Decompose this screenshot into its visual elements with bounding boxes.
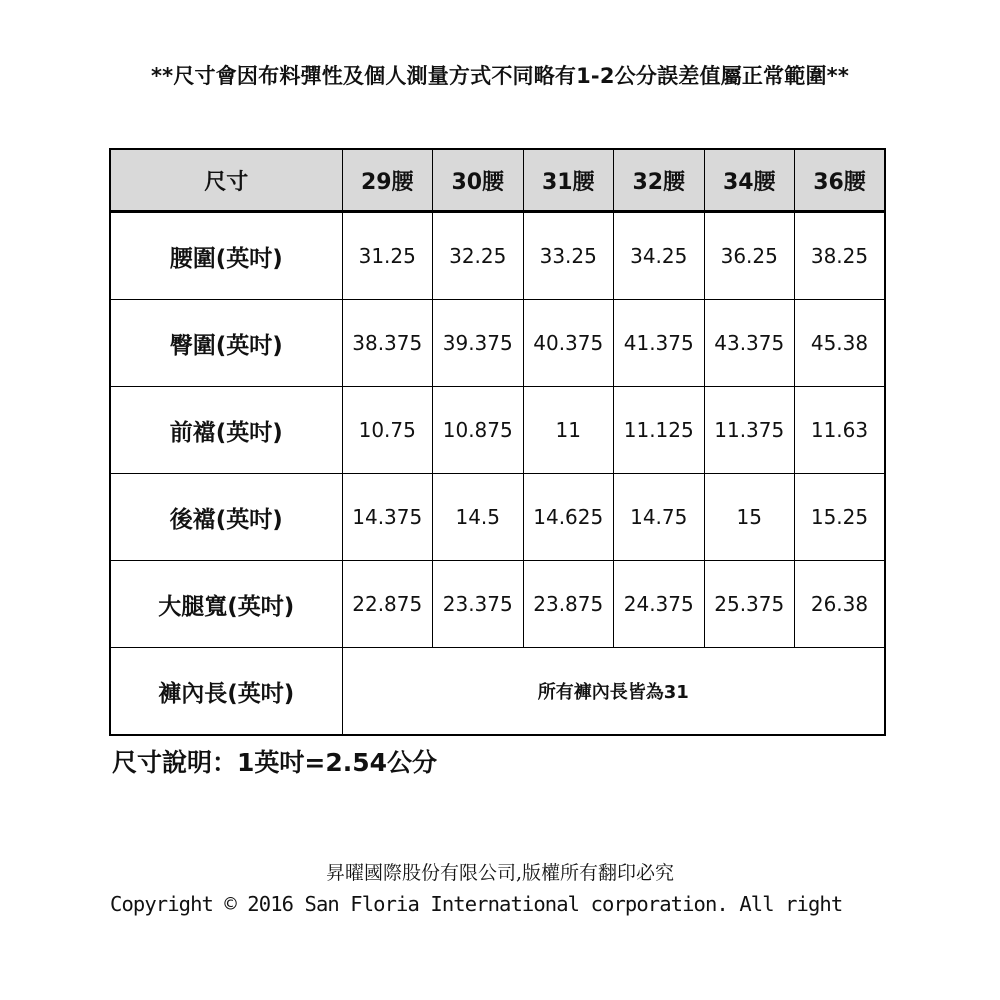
table-row-back-rise bbox=[110, 474, 885, 561]
copyright-line: Copyright © 2016 San Floria International corporation. All right bbox=[110, 892, 843, 916]
table-cell: 41.375 bbox=[614, 300, 705, 387]
row-label: 前襠(英吋) bbox=[110, 387, 342, 474]
company-rights-line: 昇曜國際股份有限公司,版權所有翻印必究 bbox=[325, 862, 675, 884]
table-cell: 22.875 bbox=[342, 561, 433, 648]
table-row-hip bbox=[110, 300, 885, 387]
size-header-cell: 29腰 bbox=[342, 149, 433, 212]
table-cell: 40.375 bbox=[523, 300, 614, 387]
table-cell: 11.375 bbox=[704, 387, 795, 474]
size-header-cell: 30腰 bbox=[433, 149, 524, 212]
table-cell: 10.875 bbox=[433, 387, 524, 474]
table-cell: 24.375 bbox=[614, 561, 705, 648]
table-cell: 11.125 bbox=[614, 387, 705, 474]
table-cell: 32.25 bbox=[433, 212, 524, 300]
row-label: 大腿寬(英吋) bbox=[110, 561, 342, 648]
table-cell: 26.38 bbox=[795, 561, 886, 648]
row-label: 後襠(英吋) bbox=[110, 474, 342, 561]
table-cell: 34.25 bbox=[614, 212, 705, 300]
table-cell: 25.375 bbox=[704, 561, 795, 648]
row-label: 腰圍(英吋) bbox=[110, 212, 342, 300]
table-cell: 23.875 bbox=[523, 561, 614, 648]
table-cell: 38.375 bbox=[342, 300, 433, 387]
table-cell: 38.25 bbox=[795, 212, 886, 300]
table-cell: 14.5 bbox=[433, 474, 524, 561]
table-cell: 14.75 bbox=[614, 474, 705, 561]
table-cell: 10.75 bbox=[342, 387, 433, 474]
size-tolerance-notice: **尺寸會因布料彈性及個人測量方式不同略有1-2公分誤差值屬正常範圍** bbox=[150, 64, 850, 88]
table-cell: 45.38 bbox=[795, 300, 886, 387]
table-cell: 14.625 bbox=[523, 474, 614, 561]
unit-conversion-note: 尺寸說明：1英吋=2.54公分 bbox=[112, 748, 438, 777]
row-label: 臀圍(英吋) bbox=[110, 300, 342, 387]
table-cell: 36.25 bbox=[704, 212, 795, 300]
table-row-front-rise bbox=[110, 387, 885, 474]
size-header-row bbox=[110, 149, 885, 212]
size-chart-table bbox=[109, 148, 886, 736]
table-cell: 31.25 bbox=[342, 212, 433, 300]
table-row-thigh bbox=[110, 561, 885, 648]
table-cell: 23.375 bbox=[433, 561, 524, 648]
table-row-inseam bbox=[110, 648, 885, 736]
table-cell: 33.25 bbox=[523, 212, 614, 300]
table-row-waist bbox=[110, 212, 885, 300]
table-cell: 15.25 bbox=[795, 474, 886, 561]
table-cell: 14.375 bbox=[342, 474, 433, 561]
table-cell: 11 bbox=[523, 387, 614, 474]
table-cell: 15 bbox=[704, 474, 795, 561]
table-cell: 11.63 bbox=[795, 387, 886, 474]
row-label: 褲內長(英吋) bbox=[110, 648, 342, 736]
size-header-cell: 36腰 bbox=[795, 149, 886, 212]
table-cell: 39.375 bbox=[433, 300, 524, 387]
size-header-cell: 34腰 bbox=[704, 149, 795, 212]
size-header-cell: 31腰 bbox=[523, 149, 614, 212]
inseam-merged-cell: 所有褲內長皆為31 bbox=[342, 648, 885, 736]
header-label-cell: 尺寸 bbox=[110, 149, 342, 212]
table-cell: 43.375 bbox=[704, 300, 795, 387]
size-header-cell: 32腰 bbox=[614, 149, 705, 212]
